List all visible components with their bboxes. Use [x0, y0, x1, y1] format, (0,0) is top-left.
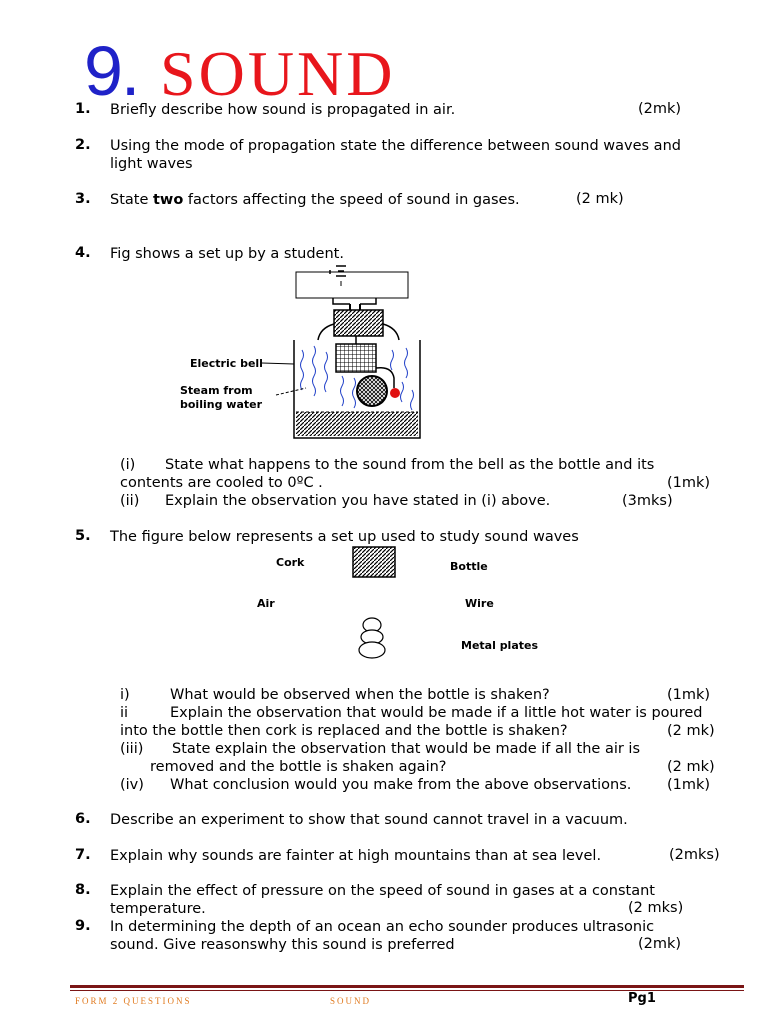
label-bottle: Bottle: [450, 560, 488, 573]
marks: (1mk): [667, 687, 711, 703]
label-cork: Cork: [276, 556, 305, 569]
question-number: 3.: [75, 191, 91, 207]
question-text: The figure below represents a set up used to study sound waves: [110, 529, 579, 545]
subpart-text: Explain the observation that would be made if a little hot water is poured: [170, 705, 703, 721]
question-number: 1.: [75, 101, 91, 117]
marks: (2 mks): [628, 900, 684, 916]
subpart-text: What conclusion would you make from the above observations.: [170, 777, 632, 793]
subpart-text-cont: removed and the bottle is shaken again?: [150, 759, 447, 775]
question-number: 8.: [75, 882, 91, 898]
subpart-label: i): [120, 687, 130, 703]
question-text: Briefly describe how sound is propagated in air.: [110, 102, 456, 118]
question-number: 9.: [75, 918, 91, 934]
marks: (2 mk): [667, 759, 715, 775]
question-text: In determining the depth of an ocean an echo sounder produces ultrasonic: [110, 919, 655, 935]
question-text-cont: temperature.: [110, 901, 206, 917]
label-air: Air: [257, 597, 275, 610]
marks: (3mks): [622, 493, 673, 509]
bottle-figure: [350, 545, 400, 665]
subpart-label: (ii): [120, 493, 140, 509]
subpart-text: Explain the observation you have stated in (i) above.: [165, 493, 551, 509]
footer-left: FORM 2 QUESTIONS: [75, 996, 192, 1006]
marks: (1mk): [667, 777, 711, 793]
question-text: Describe an experiment to show that sound cannot travel in a vacuum.: [110, 812, 628, 828]
marks: (2mk): [638, 101, 682, 117]
question-number: 4.: [75, 245, 91, 261]
subpart-text-cont: contents are cooled to 0ºC .: [120, 475, 323, 491]
subpart-label: (i): [120, 457, 136, 473]
label-electric-bell: Electric bell: [190, 357, 263, 370]
marks: (1mk): [667, 475, 711, 491]
question-number: 2.: [75, 137, 91, 153]
question-number: 7.: [75, 847, 91, 863]
label-steam-cont: boiling water: [180, 398, 263, 411]
marks: (2 mk): [667, 723, 715, 739]
subpart-label: (iv): [120, 777, 144, 793]
text-part: State: [110, 192, 153, 208]
chapter-number: 9.: [84, 32, 139, 110]
subpart-label: ii: [120, 705, 129, 721]
label-metal-plates: Metal plates: [461, 639, 539, 652]
question-text-cont: light waves: [110, 156, 193, 172]
question-number: 5.: [75, 528, 91, 544]
page-number: Pg1: [628, 991, 656, 1006]
footer-center: SOUND: [330, 996, 372, 1006]
bold-word: two: [153, 192, 184, 208]
question-text: Fig shows a set up by a student.: [110, 246, 344, 262]
question-number: 6.: [75, 811, 91, 827]
subpart-text: State explain the observation that would be made if all the air is: [172, 741, 641, 757]
text-part: factors affecting the speed of sound in gases.: [183, 192, 520, 208]
footer-rule: [70, 985, 744, 988]
marks: (2mks): [669, 847, 720, 863]
marks: (2mk): [638, 936, 682, 952]
question-text-cont: sound. Give reasonswhy this sound is preferred: [110, 937, 455, 953]
label-wire: Wire: [465, 597, 494, 610]
marks: (2 mk): [576, 191, 624, 207]
subpart-text: What would be observed when the bottle is shaken?: [170, 687, 550, 703]
question-text: [110, 191, 520, 209]
question-text: Explain the effect of pressure on the speed of sound in gases at a constant: [110, 883, 655, 899]
label-steam: Steam from: [180, 384, 253, 397]
question-text: Explain why sounds are fainter at high mountains than at sea level.: [110, 848, 602, 864]
chapter-title: SOUND: [160, 38, 396, 109]
question-text: Using the mode of propagation state the difference between sound waves and: [110, 138, 681, 154]
bell-jar-figure: [180, 258, 430, 443]
subpart-text-cont: into the bottle then cork is replaced and the bottle is shaken?: [120, 723, 568, 739]
subpart-label: (iii): [120, 741, 144, 757]
subpart-text: State what happens to the sound from the bell as the bottle and its: [165, 457, 655, 473]
